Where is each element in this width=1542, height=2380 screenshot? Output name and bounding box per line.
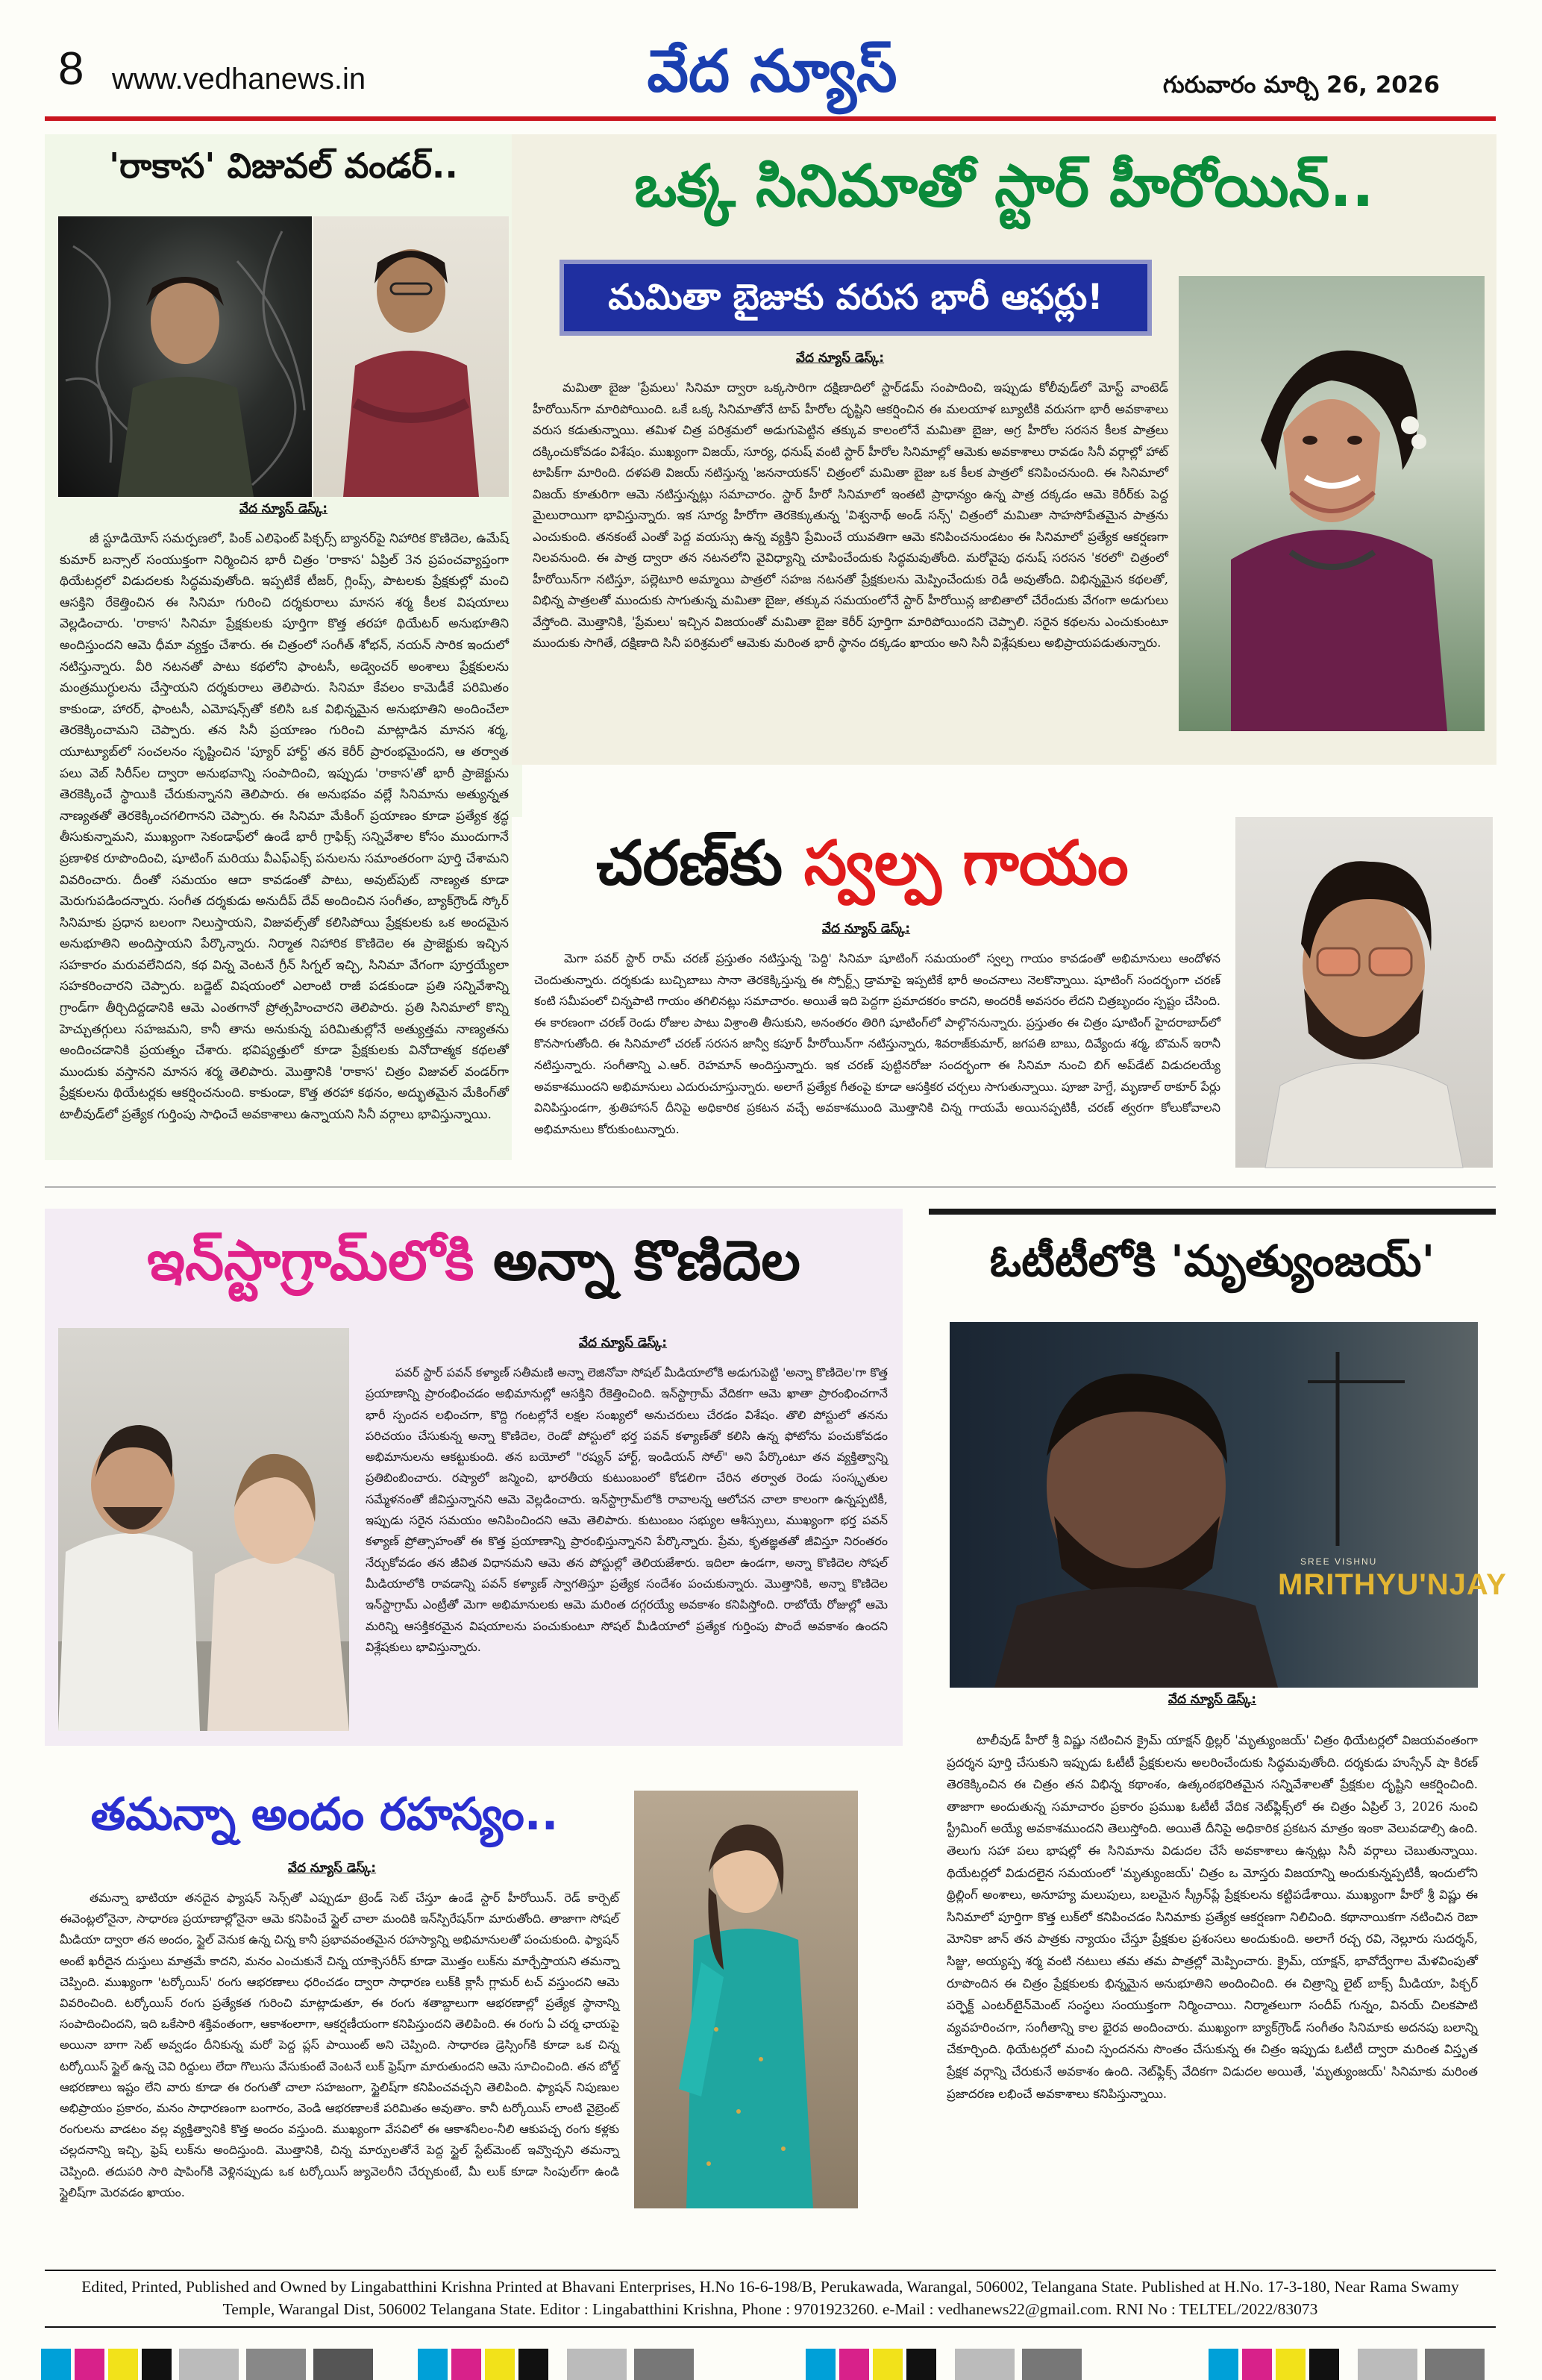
tamanna-body: తమన్నా భాటియా తనదైన ఫ్యాషన్ సెన్స్‌తో ఎప్పుడూ ట్రెండ్ సెట్ చేస్తూ ఉండే స్టార్ హీరోయిన్. రెడ్ కార్పెట్ ఈవెంట్లలోనైనా, సాధారణ ప్రయాణాల్లోనైనా ఆమె కనిపించే స్టైల్ చాలా మందికి ఇన్‌స్పిరేషన్‌గా మారుతోంది. తాజాగా సోషల్ మీడియా ద్వారా తన అందం, స్టైల్ వెనుక ఉన్న చిన్న కానీ ప్రభావవంతమైన రహస్యాన్ని అభిమానులతో పంచుకుంది. ఫ్యాషన్ అంటే ఖరీదైన దుస్తులు మాత్రమే కాదని, మనం ఎంచుకునే చిన్న యాక్సెసరీస్ కూడా మొత్తం లుక్‌ను మార్చేస్తాయని తమన్నా చెప్పింది. ముఖ్యంగా 'టర్కోయిస్' రంగు ఆభరణాలు ధరించడం ద్వారా సాధారణ లుక్‌కి క్లాసీ గ్లామర్ టచ్ వస్తుందని ఆమె వివరించింది. టర్కోయిస్ రంగు ప్రత్యేకత గురించి మాట్లాడుతూ, ఈ రంగు శతాబ్దాలుగా ఆభరణాల్లో ప్రత్యేక స్థానాన్ని సంపాదించిందని, ఇది ఒకేసారి శక్తివంతంగా, ఆకాశంలాగా, ఆకర్షణీయంగా కనిపిస్తుందని తెలిపింది. ఈ రంగు ఏ చర్మ ఛాయపై అయినా బాగా సెట్ అవ్వడం దీనికున్న మరో పెద్ద ప్లస్ పాయింట్ అని చెప్పింది. సాధారణ డ్రెస్సింగ్‌కి కూడా ఒక చిన్న టర్కోయిస్ స్టైల్ ఉన్న చెవి రిద్దులు లేదా గొలుసు వేసుకుంటే వెంటనే లుక్ ఫ్రెష్‌గా మారుతుందని ఆమె సూచించింది. తన బోల్డ్ ఆభరణాలు ఇష్టం లేని వారు కూడా ఈ రంగుతో చాలా సహజంగా, స్టైలిష్‌గా కనిపించవచ్చని తెలిపింది. ఫ్యాషన్ నిపుణుల అభిప్రాయం ప్రకారం, మనం సాధారణంగా బంగారం, వెండి ఆభరణాలకే పరిమితం అవుతాం. కానీ టర్కోయిస్ లాంటి వైబ్రెంట్ రంగులను వాడటం వల్ల వ్యక్తిత్వానికి కొత్త అందం వస్తుంది. ముఖ్యంగా వేసవిలో ఈ ఆకాశనీలం-నీలి ఆకుపచ్చ రంగు కళ్లకు చల్లదనాన్ని ఇచ్చి, ఫ్రెష్ లుక్‌ను అందిస్తుంది. మొత్తానికి, చిన్న మార్పులతోనే పెద్ద స్టైల్ స్టేట్‌మెంట్ ఇవ్వొచ్చని తమన్నా చెప్పింది. తదుపరి సారి షాపింగ్‌కి వెళ్లినప్పుడు ఒక టర్కోయిస్ జ్యువెలరీని చేర్చుకుంటే, మీ లుక్ కూడా సింపుల్‌గా ఉండి స్టైలిష్‌గా మెరవడం ఖాయం.	[60, 1891, 619, 2199]
anna-headline-name: అన్నా కొణిదెల	[493, 1229, 800, 1293]
reg-cyan-4	[1209, 2349, 1238, 2380]
rakasa-body: జీ స్టూడియోస్ సమర్పణలో, పింక్ ఎలిఫెంట్ పిక్చర్స్ బ్యానర్‌పై నిహారిక కొణిదెల, ఉమేష్ కుమార్ బన్సాల్ సంయుక్తంగా నిర్మించిన భారీ చిత్రం 'రాకాస' ఏప్రిల్ 3న ప్రపంచవ్యాప్తంగా థియేటర్లలో విడుదలకు సిద్ధమవుతోంది. ఇప్పటికే టీజర్, గ్లింప్స్, పాటలకు ప్రేక్షకుల్లో మంచి ఆసక్తిని రేకెత్తించిన ఈ సినిమా గురించి దర్శకురాలు మానస శర్మ కీలక విషయాలు వెల్లడించారు. 'రాకాస' సినిమా ప్రేక్షకులకు పూర్తిగా కొత్త తరహా థియేటర్ అనుభూతిని అందిస్తుందని ఆమె ధీమా వ్యక్తం చేశారు. ఈ చిత్రంలో సంగీత్ శోభన్, నయన్ సారిక ఇందులో నటిస్తున్నారు. వీరి నటనతో పాటు కథలోని ఫాంటసీ, అడ్వెంచర్ అంశాలు ప్రేక్షకులను మంత్రముగ్ధులను చేస్తాయని దర్శకురాలు తెలిపారు. సినిమా కేవలం కామెడీకే పరిమితం కాకుండా, హారర్, ఫాంటసీ, ఎమోషన్స్‌తో కలిసి ఒక విభిన్నమైన అనుభూతిని అందించేలా తెరకెక్కించామని చెప్పారు. తన సినీ ప్రయాణం గురించి మాట్లాడిన మానస శర్మ, యూట్యూబ్‌లో సంచలనం సృష్టించిన 'ప్యూర్ హార్ట్' తన కెరీర్ ప్రారంభమైందని, ఆ తర్వాత పలు వెబ్ సిరీస్‌ల ద్వారా అనుభవాన్ని సంపాదించి, ఇప్పుడు 'రాకాస'తో భారీ ప్రాజెక్టును తెరకెక్కించే స్థాయికి చేరుకున్నానని తెలిపారు. ఈ అనుభవం వల్లే సినిమాను అత్యున్నత నాణ్యతతో తెరకెక్కించగలిగానని చెప్పారు. ఈ సినిమా మేకింగ్ ప్రయాణం కూడా ప్రత్యేక శ్రద్ధ తీసుకున్నామని, ముఖ్యంగా సెకండాఫ్‌లో ఉండే భారీ గ్రాఫిక్స్ సన్నివేశాల కోసం ముందుగానే ప్రణాళిక రూపొందించి, షూటింగ్ మరియు వీఎఫ్ఎక్స్ పనులను సమాంతరంగా పూర్తి చేశామని వివరించారు. దీంతో సమయం ఆదా కావడంతో పాటు, అవుట్‌పుట్ నాణ్యత కూడా మెరుగుపడిందన్నారు. సంగీత దర్శకుడు అనుదీప్ దేవ్ అందించిన సంగీతం, బ్యాక్‌గ్రౌండ్ స్కోర్ సినిమాకు ప్రధాన బలంగా నిలుస్తాయని, విజువల్స్‌తో కలిసిపోయి ప్రేక్షకులకు ఒక అందమైన అనుభూతిని అందిస్తాయని పేర్కొన్నారు. నిర్మాత నిహారిక కొణిదెల ఈ ప్రాజెక్టుకు ఇచ్చిన సహకారం మరువలేనిదని, కథ విన్న వెంటనే గ్రీన్ సిగ్నల్ ఇచ్చి, సినిమా వేగంగా పూర్తయ్యేలా సహకరించారని చెప్పారు. బడ్జెట్ విషయంలో ఎలాంటి రాజీ పడకుండా ప్రతి సన్నివేశాన్ని గ్రాండ్‌గా తీర్చిదిద్దడానికి ఆమె ఎంతగానో ప్రోత్సహించారని తెలిపారు. ప్రతి సినిమాలో కొన్ని హెచ్చుతగ్గులు సహజమని, కానీ తాను అనుకున్న పరిమితుల్లోనే అత్యుత్తమ నాణ్యతను అందించడానికి ప్రయత్నం చేశారు. భవిష్యత్తులో కూడా ప్రేక్షకులకు వినోదాత్మక కథలతో ముందుకు వస్తానని మానస శర్మ తెలిపారు. మొత్తానికి 'రాకాస' చిత్రం విజువల్ వండర్‌గా ప్రేక్షకులను థియేటర్లకు ఆకర్షించనుంది. కాకుండా, కొత్త తరహా కథనం, అద్భుతమైన మేకింగ్‌తో టాలీవుడ్‌లో ప్రత్యేక గుర్తింపు సాధించే అవకాశాలు ఉన్నాయని సినీ వర్గాలు భావిస్తున్నాయి.	[60, 531, 509, 1123]
anna-headline-instagram: ఇన్‌స్టాగ్రామ్‌లోకి	[147, 1229, 493, 1293]
rakasa-still-figure	[58, 216, 312, 497]
article-tamanna	[45, 1768, 903, 2253]
article-anna	[45, 1209, 903, 1746]
article-mrithyunjay	[929, 1209, 1507, 2253]
reg-gray-4	[567, 2349, 627, 2380]
reg-gray-6	[955, 2349, 1015, 2380]
charan-photo	[1235, 817, 1493, 1168]
reg-gray-1	[179, 2349, 239, 2380]
mamitha-desk-credit: వేద న్యూస్ డెస్క్:	[795, 351, 885, 366]
mrithyunjay-poster-art	[950, 1322, 1478, 1688]
tamanna-photo	[634, 1791, 858, 2208]
reg-yellow-3	[873, 2349, 903, 2380]
reg-yellow	[108, 2349, 138, 2380]
reg-gray-2	[246, 2349, 306, 2380]
footer-rule	[45, 2270, 1496, 2271]
section-divider	[45, 1186, 1496, 1188]
anna-body: పవర్ స్టార్ పవన్ కళ్యాణ్ సతీమణి అన్నా లెజినోవా సోషల్ మీడియాలోకి అడుగుపెట్టి 'అన్నా కొణిదెల'గా కొత్త ప్రయాణాన్ని ప్రారంభించడం అభిమానుల్లో ఆసక్తిని రేకెత్తించింది. ఇన్‌స్టాగ్రామ్ వేదికగా ఆమె ఖాతా ప్రారంభించగానే భారీ స్పందన లభించగా, కొద్ది గంటల్లోనే లక్షల సంఖ్యలో అనుచరులు చేరడం విశేషం. తొలి పోస్టులో తనను పరిచయం చేసుకున్న అన్నా కొణిదెల, రెండో పోస్టులో భర్త పవన్ కళ్యాణ్‌తో కలిసి ఉన్న ఫోటోను పంచుకోవడం అభిమానులను ఆకట్టుకుంది. తన బయోలో "రష్యన్ హార్ట్, ఇండియన్ సోల్" అని పేర్కొంటూ తన వ్యక్తిత్వాన్ని ప్రతిబింబించారు. రష్యాలో జన్మించి, భారతీయ కుటుంబంలో కోడలిగా చేరిన తర్వాత రెండు సంస్కృతుల సమ్మేళనంతో జీవిస్తున్నానని ఆమె వెల్లడించారు. ఇన్‌స్టాగ్రామ్‌లోకి రావాలన్న ఆలోచన చాలా కాలంగా ఉన్నప్పటికీ, ఇప్పుడు సరైన సమయం అనిపించిందని ఆమె తెలిపారు. కుటుంబం సభ్యుల ఆశీస్సులు, ముఖ్యంగా భర్త పవన్ కళ్యాణ్ ప్రోత్సాహంతో ఈ కొత్త ప్రయాణాన్ని ప్రారంభిస్తున్నానని పేర్కొన్నారు. ప్రేమ, కృతజ్ఞతతో జీవిస్తూ నిరంతరం నేర్చుకోవడం తన జీవిత విధానమని ఆమె తన పోస్టుల్లో తెలియజేశారు. ఇదిలా ఉండగా, అన్నా కొణిదెల సోషల్ మీడియాలోకి రావడాన్ని పవన్ కళ్యాణ్ స్వాగతిస్తూ ప్రత్యేక సందేశం పంచుకున్నారు. మొత్తానికి, అన్నా కొణిదెల ఇన్‌స్టాగ్రామ్ ఎంట్రీతో మెగా అభిమానులకు ఆమె మరింత దగ్గరయ్యే అవకాశం కనిపిస్తోంది. రాబోయే రోజుల్లో ఆమె మరిన్ని ఆసక్తికరమైన విషయాలను పంచుకుంటూ సోషల్ మీడియాలో ప్రత్యేక గుర్తింపు పొందే అవకాశం ఉందని విశ్లేషకులు భావిస్తున్నారు.	[366, 1365, 888, 1654]
page-number: 8	[58, 43, 84, 95]
charan-headline-name: చరణ్‌కు	[596, 828, 804, 899]
reg-cyan	[41, 2349, 71, 2380]
mamitha-photo	[1179, 276, 1485, 731]
mamitha-banner	[560, 260, 1152, 336]
article-charan	[512, 817, 1496, 1171]
anna-desk-credit: వేద న్యూస్ డెస్క్:	[578, 1335, 668, 1350]
reg-magenta-3	[839, 2349, 869, 2380]
header-rule	[45, 116, 1496, 121]
reg-yellow-2	[485, 2349, 515, 2380]
charan-headline-injury: స్వల్ప గాయం	[803, 828, 1129, 899]
mamitha-banner-text: మమితా బైజుకు వరుస భారీ ఆఫర్లు!	[608, 277, 1103, 318]
article-rakasa	[45, 134, 522, 1160]
rakasa-still-photo	[58, 216, 312, 497]
article-mamitha	[512, 134, 1496, 765]
poster-actor-tag: SREE VISHNU	[1300, 1556, 1378, 1567]
rakasa-director-photo	[313, 216, 509, 497]
anna-headline	[45, 1224, 903, 1298]
masthead: వేద న్యూస్	[647, 38, 897, 105]
mamitha-body: మమితా బైజు 'ప్రేమలు' సినిమా ద్వారా ఒక్కసారిగా దక్షిణాదిలో స్టార్‌డమ్ సంపాదించి, ఇప్పుడు కోలీవుడ్‌లో మోస్ట్ వాంటెడ్ హీరోయిన్‌గా మారిపోయింది. ఒకే ఒక్క సినిమాతోనే టాప్ హీరోల దృష్టిని ఆకర్షించిన ఈ మలయాళ బ్యూటీకి వరుసగా భారీ అవకాశాలు వరుస కడుతున్నాయి. తమిళ చిత్ర పరిశ్రమలో అడుగుపెట్టిన తక్కువ కాలంలోనే మమితా బైజు, అగ్ర హీరోల సరసన కీలక పాత్రలు దక్కించుకోవడం విశేషం. ముఖ్యంగా విజయ్, సూర్య, ధనుష్ వంటి స్టార్ హీరోల సినిమాల్లో ఆమెకు అవకాశాలు రావడం సినీ వర్గాల్లో హాట్ టాపిక్‌గా మారింది. దళపతి విజయ్ నటిస్తున్న 'జననాయకన్' చిత్రంలో మమితా బైజు ఒక కీలక పాత్రలో కనిపించనుంది. ఈ సినిమాలో విజయ్ కూతురిగా ఆమె నటిస్తున్నట్లు సమాచారం. స్టార్ హీరో సినిమాలో ఇంతటి ప్రాధాన్యం ఉన్న పాత్ర దక్కడం ఆమె కెరీర్‌కు పెద్ద మైలురాయిగా భావిస్తున్నారు. ఇక సూర్య హీరోగా తెరకెక్కుతున్న 'విశ్వనాథ్ అండ్ సన్స్' చిత్రంలో మమితా సాహసోపేతమైన పాత్రను ఎంచుకుంది. తనకంటే ఎంతో పెద్ద వయస్సు ఉన్న వ్యక్తిని ప్రేమించే యువతిగా ఆమె కనిపించనుండటం ఈ సినిమాలో ప్రత్యేక ఆకర్షణగా నిలవనుంది. ఈ పాత్ర ద్వారా తన నటనలోని వైవిధ్యాన్ని చూపించేందుకు సిద్ధమవుతోంది. మరోవైపు ధనుష్ సరసన 'కరలో' చిత్రంలో హీరోయిన్‌గా నటిస్తూ, పల్లెటూరి అమ్మాయి పాత్రలో సహజ నటనతో ప్రేక్షకులను మెప్పించేందుకు రెడీ అవుతోంది. విభిన్నమైన కథలతో, విభిన్న పాత్రలతో ముందుకు సాగుతున్న మమితా బైజు, తక్కువ సమయంలోనే స్టార్ హీరోయిన్ల జాబితాలో చేరేందుకు వేగంగా అడుగులు వేస్తోంది. మొత్తానికి, 'ప్రేమలు' ఇచ్చిన విజయంతో మమితా బైజు కెరీర్ పూర్తిగా మారిపోయిందని చెప్పాలి. సరైన కథలను ఎంచుకుంటూ ముందుకు సాగితే, దక్షిణాది సినీ పరిశ్రమలో ఆమెకు మరింత భారీ స్థానం దక్కడం ఖాయం అని సినీ విశ్లేషకులు అభిప్రాయపడుతున్నారు.	[533, 381, 1168, 650]
charan-desk-credit: వేద న్యూస్ డెస్క్:	[821, 921, 911, 936]
page-header	[0, 0, 1542, 123]
anna-couple-figure	[58, 1328, 349, 1731]
tamanna-headline: తమన్నా అందం రహస్యం..	[90, 1788, 559, 1841]
footer-rule-bottom	[45, 2326, 1496, 2328]
website-url[interactable]: www.vedhanews.in	[112, 63, 366, 95]
reg-cyan-3	[806, 2349, 836, 2380]
reg-magenta-4	[1242, 2349, 1272, 2380]
reg-black-3	[906, 2349, 936, 2380]
reg-magenta-2	[451, 2349, 481, 2380]
charan-figure	[1235, 817, 1493, 1168]
issue-date: గురువారం మార్చి 26, 2026	[1162, 72, 1440, 98]
imprint-line: Edited, Printed, Published and Owned by Lingabatthini Krishna Printed at Bhavani Enterprises, H.No 16-6-198/B, Perukawada, Warangal, 506002, Telangana State. Published at H.No. 17-3-180, Near Rama Swamy Temple, Warangal Dist, 506002 Telangana State. Editor : Lingabatthini Krishna, Phone : 9701923260. e-Mail : vedhanews22@gmail.com. RNI No : TELTEL/2022/83073	[81, 2278, 1459, 2318]
mrithyunjay-body: టాలీవుడ్ హీరో శ్రీ విష్ణు నటించిన క్రైమ్ యాక్షన్ థ్రిల్లర్ 'మృత్యుంజయ్' చిత్రం థియేటర్లలో విజయవంతంగా ప్రదర్శన పూర్తి చేసుకుని ఇప్పుడు ఓటీటీ ప్రేక్షకులను అలరించేందుకు సిద్ధమవుతోంది. దర్శకుడు హుస్సేన్ షా కిరణ్ తెరకెక్కించిన ఈ చిత్రం తన విభిన్న కథాంశం, ఉత్కంఠభరితమైన సన్నివేశాలతో ప్రేక్షకుల దృష్టిని ఆకర్షించింది. తాజాగా అందుతున్న సమాచారం ప్రకారం ప్రముఖ ఓటీటీ వేదిక నెట్‌ఫ్లిక్స్‌లో ఈ చిత్రం ఏప్రిల్ 3, 2026 నుంచి స్ట్రీమింగ్ అయ్యే అవకాశముందని తెలుస్తోంది. అయితే దీనిపై అధికారిక ప్రకటన మాత్రం ఇంకా వెలువడాల్సి ఉంది. తెలుగు సహా పలు భాషల్లో ఈ సినిమాను విడుదల చేసే అవకాశాలు ఉన్నట్లు సినీ వర్గాలు చెబుతున్నాయి. థియేటర్లలో విడుదలైన సమయంలో 'మృత్యుంజయ్' చిత్రం ఒ మోస్తరు విజయాన్ని అందుకున్నప్పటికీ, ఇందులోని థ్రిల్లింగ్ అంశాలు, అనూహ్య మలుపులు, బలమైన స్క్రీన్‌ప్లే ప్రేక్షకులను కట్టిపడేశాయి. ముఖ్యంగా హీరో శ్రీ విష్ణు ఈ సినిమాలో పూర్తిగా కొత్త లుక్‌లో కనిపించడం సినిమాకు ప్రత్యేక ఆకర్షణగా నిలిచింది. కథానాయికగా నటించిన రెబా మోనికా జాన్ తన పాత్రకు న్యాయం చేస్తూ ప్రేక్షకుల ప్రశంసలు అందుకుంది. అలాగే రచ్చ రవి, నెల్లూరు సుదర్శన్, సిజ్జు, అయ్యప్ప శర్మ వంటి నటులు తమ తమ పాత్రల్లో మెప్పించారు. క్రైమ్, యాక్షన్, భావోద్వేగాల మేళవింపుతో రూపొందిన ఈ చిత్రం ప్రేక్షకులకు భిన్నమైన అనుభూతిని అందించింది. ఈ చిత్రాన్ని లైట్ బాక్స్ మీడియా, పిక్చర్ పర్ఫెక్ట్ ఎంటర్‌టైన్‌మెంట్ సంస్థలు సంయుక్తంగా నిర్మించాయి. నిర్మాతలుగా సందీప్ గున్నం, వినయ్ చిలకపాటి వ్యవహరించగా, సంగీతాన్ని కాల భైరవ అందించారు. ముఖ్యంగా బ్యాక్‌గ్రౌండ్ సంగీతం సినిమాకు అదనపు బలాన్ని చేకూర్చింది. థియేటర్లలో మంచి స్పందనను సొంతం చేసుకున్న ఈ చిత్రం ఇప్పుడు ఓటీటీ ద్వారా మరింత విస్తృత ప్రేక్షక వర్గాన్ని చేరుకునే అవకాశం ఉంది. నెట్‌ఫ్లిక్స్ వేదికగా విడుదల అయితే, 'మృత్యుంజయ్' సినిమాకు మరింత ప్రజాదరణ లభించే అవకాశాలు కనిపిస్తున్నాయి.	[947, 1733, 1478, 2101]
charan-body: మెగా పవర్ స్టార్ రామ్ చరణ్ ప్రస్తుతం నటిస్తున్న 'పెద్ది' సినిమా షూటింగ్ సమయంలో స్వల్ప గాయం కావడంతో అభిమానులు ఆందోళన చెందుతున్నారు. దర్శకుడు బుచ్చిబాబు సానా తెరకెక్కిస్తున్న ఈ స్పోర్ట్స్ డ్రామాపై ఇప్పటికే భారీ అంచనాలు నెలకొన్నాయి. షూటింగ్ సందర్భంగా చరణ్ కంటి సమీపంలో చిన్నపాటి గాయం తగిలినట్లు సమాచారం. అయితే ఇది పెద్దగా ప్రమాదకరం కాదని, అందరికీ అవసరం లేదని చిత్రబృందం స్పష్టం చేసింది. ఈ కారణంగా చరణ్ రెండు రోజుల పాటు విశ్రాంతి తీసుకుని, అనంతరం తిరిగి షూటింగ్‌లో పాల్గొననున్నారు. ప్రస్తుతం ఈ చిత్రం షూటింగ్ హైదరాబాద్‌లో కొనసాగుతోంది. ఈ సినిమాలో చరణ్ సరసన జాన్వీ కపూర్ హీరోయిన్‌గా నటిస్తున్నారు, శివరాజ్‌కుమార్, జగపతి బాబు, దివ్యేందు శర్మ, బొమన్ ఇరానీ నటిస్తున్నారు. సంగీతాన్ని ఎ.ఆర్. రెహమాన్ అందిస్తున్నారు. ఇక చరణ్ పుట్టినరోజు సందర్భంగా ఈ సినిమా నుంచి బిగ్ అప్‌డేట్ విడుదలయ్యే అవకాశముందని అభిమానులు ఎదురుచూస్తున్నారు. అలాగే ప్రత్యేక గీతంపై కూడా ఆసక్తికర చర్చలు సాగుతున్నాయి. పూజా హెగ్డే, మృణాల్ ఠాకూర్ పేర్లు వినిపిస్తుండగా, శ్రుతిహాసన్ దీనిపై అధికారిక ప్రకటన వచ్చే అవకాశముంది మొత్తానికి చిన్న గాయమే అయినప్పటికీ, చరణ్ త్వరగా కోలుకోవాలని అభిమానులు కోరుకుంటున్నారు.	[534, 951, 1220, 1136]
charan-headline	[519, 823, 1206, 905]
tamanna-figure	[634, 1791, 858, 2208]
reg-black-2	[518, 2349, 548, 2380]
mrithyunjay-headline: ఓటీటీలోకి 'మృత్యుంజయ్'	[989, 1236, 1435, 1286]
mamitha-figure	[1179, 276, 1485, 731]
mrithyunjay-poster	[950, 1322, 1507, 1688]
reg-yellow-4	[1276, 2349, 1306, 2380]
reg-gray-8	[1358, 2349, 1417, 2380]
reg-gray-5	[634, 2349, 694, 2380]
rakasa-headline: 'రాకాస' విజువల్ వండర్..	[109, 145, 458, 186]
reg-cyan-2	[418, 2349, 448, 2380]
poster-title: MRITHYU'NJAY	[1278, 1568, 1507, 1601]
rakasa-desk-credit: వేద న్యూస్ డెస్క్:	[239, 501, 328, 516]
reg-gray-9	[1425, 2349, 1485, 2380]
reg-gray-3	[313, 2349, 373, 2380]
reg-gray-7	[1022, 2349, 1082, 2380]
director-figure	[313, 216, 509, 497]
anna-couple-photo	[58, 1328, 349, 1731]
reg-black-4	[1309, 2349, 1339, 2380]
registration-color-bar	[0, 2343, 1542, 2380]
reg-black	[142, 2349, 172, 2380]
mrithyunjay-desk-credit: వేద న్యూస్ డెస్క్:	[1168, 1692, 1257, 1707]
reg-magenta	[75, 2349, 104, 2380]
mamitha-headline: ఒక్క సినిమాతో స్టార్ హీరోయిన్..	[634, 153, 1374, 220]
tamanna-desk-credit: వేద న్యూస్ డెస్క్:	[287, 1861, 377, 1876]
